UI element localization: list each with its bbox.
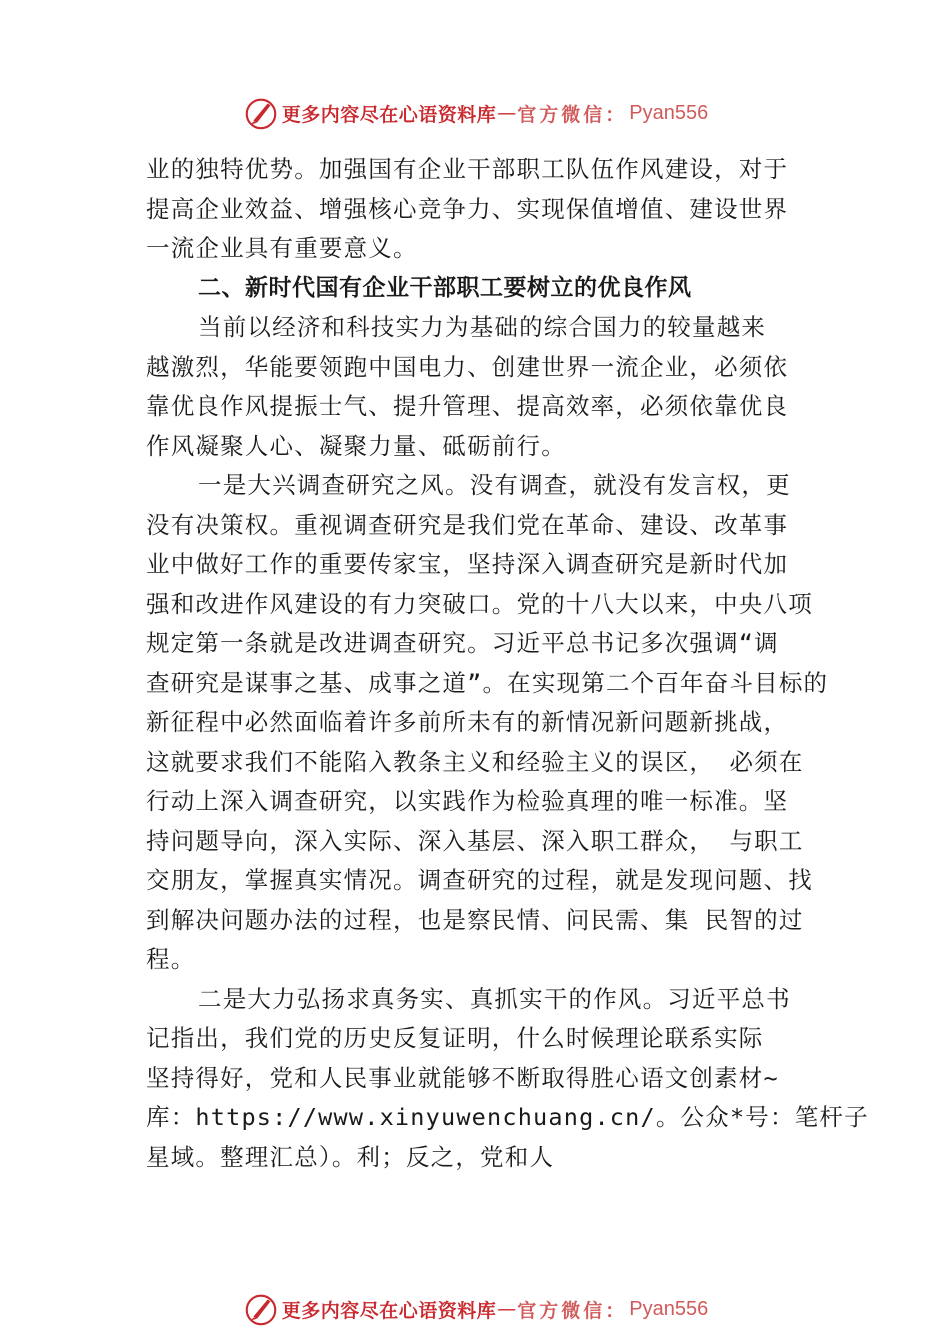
text-line: 当前以经济和科技实力为基础的综合国力的较量越来	[198, 313, 767, 341]
text-line: 一是大兴调查研究之风。没有调查，就没有发言权，更	[198, 471, 791, 499]
text-line: 没有决策权。重视调查研究是我们党在革命、建设、改革事	[146, 510, 789, 539]
paragraph-2	[146, 308, 836, 466]
text-line: 记指出，我们党的历史反复证明，什么时候理论联系实际	[146, 1024, 764, 1052]
banner-dash: —	[497, 1298, 517, 1320]
text-line: 提高企业效益、增强核心竞争力、实现保值增值、建设世界	[146, 194, 789, 223]
text-line: 作风凝聚人心、凝聚力量、砥砺前行。	[146, 431, 566, 460]
paragraph-4	[146, 980, 869, 1178]
text-line: 一流企业具有重要意义。	[146, 234, 418, 262]
paragraph-3	[146, 466, 836, 980]
text-line: 持问题导向，深入实际、深入基层、深入职工群众， 与职工	[146, 826, 804, 855]
banner-wechat-id: Pyan556	[629, 1297, 709, 1320]
brush-logo-icon	[242, 1290, 280, 1328]
text-line: 行动上深入调查研究，以实践作为检验真理的唯一标准。坚	[146, 787, 789, 815]
banner-wechat-label: 官方微信：	[517, 103, 628, 126]
paragraph-1	[146, 150, 836, 269]
text-line: 业的独特优势。加强国有企业干部职工队伍作风建设，对于	[146, 155, 789, 183]
text-line: 程。	[146, 945, 196, 973]
text-line: 星域。整理汇总）。利；反之，党和人	[146, 1142, 555, 1171]
text-line: 库：https://www.xinyuwenchuang.cn/。公众*号：笔杆子	[146, 1103, 869, 1131]
text-line: 强和改进作风建设的有力突破口。党的十八大以来，中央八项	[146, 589, 813, 618]
banner-wechat-id: Pyan556	[629, 101, 709, 124]
brush-logo-icon	[242, 94, 280, 132]
text-line: 规定第一条就是改进调查研究。习近平总书记多次强调“调	[146, 629, 779, 657]
document-body	[146, 150, 869, 1177]
banner-brand-text: 更多内容尽在心语资料库	[281, 1299, 497, 1322]
text-line: 靠优良作风提振士气、提升管理、提高效率，必须依靠优良	[146, 392, 789, 420]
banner-dash: —	[497, 102, 517, 124]
banner-wechat-label: 官方微信：	[517, 1299, 628, 1322]
text-line: 坚持得好，党和人民事业就能够不断取得胜心语文创素材~	[146, 1063, 779, 1092]
watermark-banner-top	[0, 95, 950, 131]
text-line: 新征程中必然面临着许多前所未有的新情况新问题新挑战，	[146, 708, 789, 736]
text-line: 交朋友，掌握真实情况。调查研究的过程，就是发现问题、找	[146, 866, 813, 894]
text-line: 二是大力弘扬求真务实、真抓实干的作风。习近平总书	[198, 984, 791, 1013]
text-line: 业中做好工作的重要传家宝，坚持深入调查研究是新时代加	[146, 550, 789, 578]
watermark-banner-bottom	[0, 1291, 950, 1327]
text-line: 查研究是谋事之基、成事之道”。在实现第二个百年奋斗目标的	[146, 668, 829, 697]
text-line: 到解决问题办法的过程，也是察民情、问民需、集 民智的过	[146, 905, 804, 934]
text-line: 这就要求我们不能陷入教条主义和经验主义的误区， 必须在	[146, 747, 804, 776]
banner-brand-text: 更多内容尽在心语资料库	[281, 103, 497, 126]
text-line: 越激烈，华能要领跑中国电力、创建世界一流企业，必须依	[146, 352, 789, 381]
section-heading-2: 二、新时代国有企业干部职工要树立的优良作风	[198, 274, 692, 301]
